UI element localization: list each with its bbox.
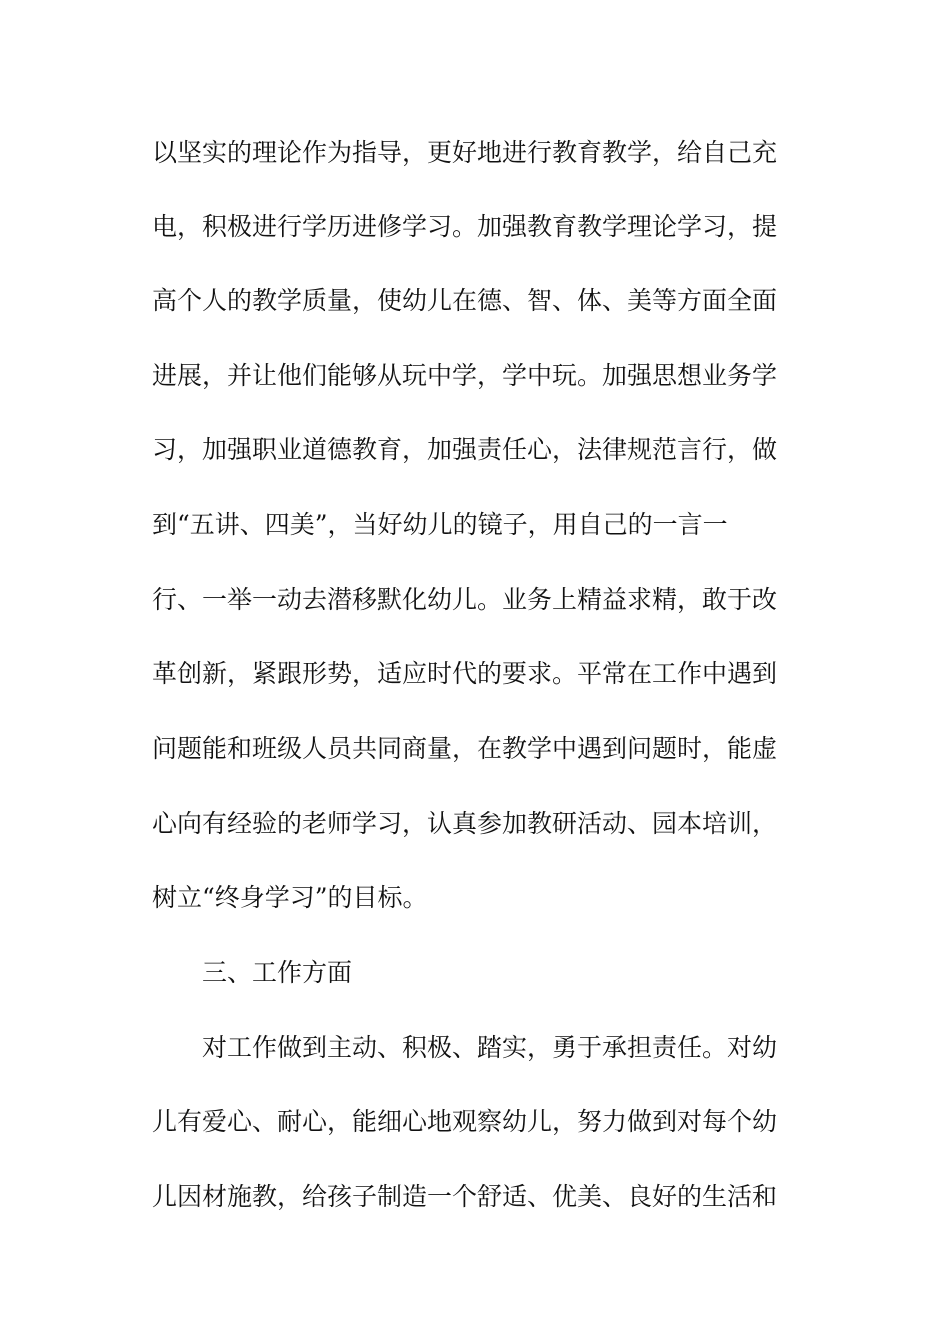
text-line-7: 行、一举一动去潜移默化幼儿。业务上精益求精，敢于改 <box>152 585 778 614</box>
text-line-4: 进展，并让他们能够从玩中学，学中玩。加强思想业务学 <box>152 361 778 390</box>
text-line-2: 电，积极进行学历进修学习。加强教育教学理论学习，提 <box>152 212 778 241</box>
text-line-14: 儿有爱心、耐心，能细心地观察幼儿，努力做到对每个幼 <box>152 1107 778 1136</box>
text-line-13: 对工作做到主动、积极、踏实，勇于承担责任。对幼 <box>202 1033 778 1062</box>
text-line-8: 革创新，紧跟形势，适应时代的要求。平常在工作中遇到 <box>152 659 778 688</box>
text-line-11: 树立“终身学习”的目标。 <box>152 883 428 912</box>
section-heading: 三、工作方面 <box>202 958 353 987</box>
text-line-9: 问题能和班级人员共同商量，在教学中遇到问题时，能虚 <box>152 734 778 763</box>
text-line-3: 高个人的教学质量，使幼儿在德、智、体、美等方面全面 <box>152 286 778 315</box>
text-line-15: 儿因材施教，给孩子制造一个舒适、优美、良好的生活和 <box>152 1182 778 1211</box>
text-line-10: 心向有经验的老师学习，认真参加教研活动、园本培训， <box>152 809 778 838</box>
text-line-6: 到“五讲、四美”，当好幼儿的镜子，用自己的一言一 <box>152 510 728 539</box>
text-line-1: 以坚实的理论作为指导，更好地进行教育教学，给自己充 <box>152 138 778 167</box>
text-line-5: 习，加强职业道德教育，加强责任心，法律规范言行，做 <box>152 435 778 464</box>
